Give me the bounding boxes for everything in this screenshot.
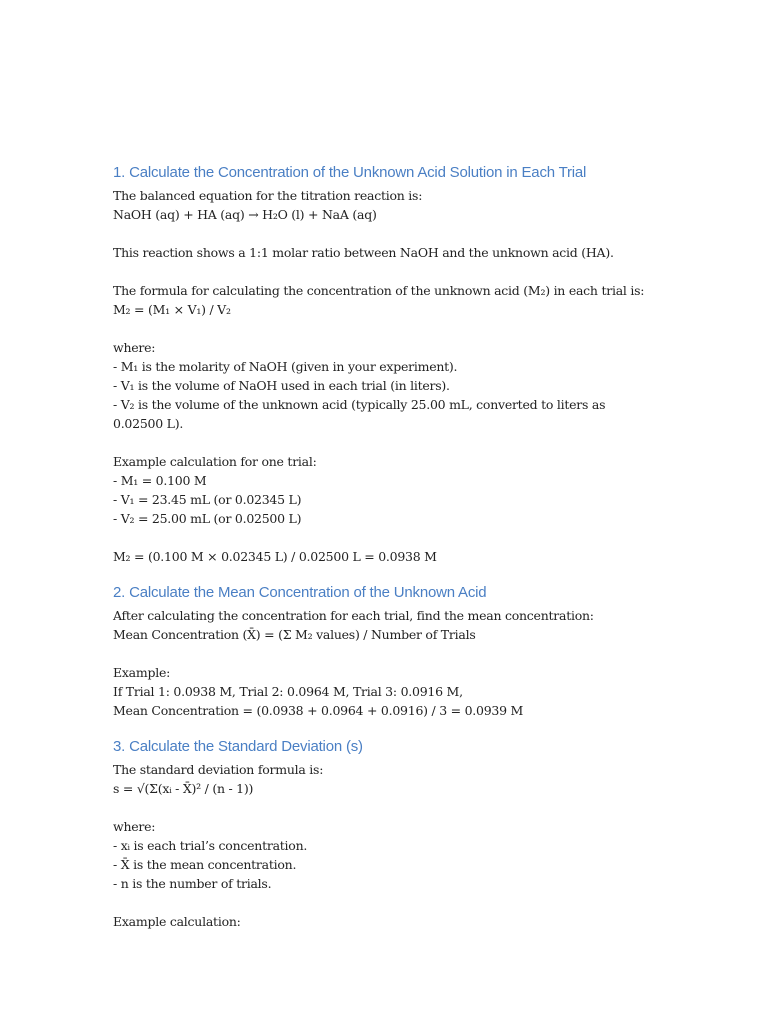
text-line: Example calculation: [113, 914, 241, 929]
text-line: where: [113, 819, 156, 834]
blank-line [113, 528, 653, 547]
blank-line [113, 798, 653, 817]
result-line: Mean Concentration = (0.0938 + 0.0964 + 0.0916) / 3 = 0.0939 M [113, 703, 524, 718]
blank-line [113, 224, 653, 243]
list-item: - n is the number of trials. [113, 876, 272, 891]
section-heading: 2. Calculate the Mean Concentration of the Unknown Acid [113, 584, 487, 601]
equation-line: NaOH (aq) + HA (aq) → H₂O (l) + NaA (aq) [113, 207, 377, 222]
text-line: Example calculation for one trial: [113, 454, 317, 469]
formula-line: Mean Concentration (X̄) = (Σ M₂ values) / Number of Trials [113, 627, 476, 642]
blank-line [113, 433, 653, 452]
section-concentration-per-trial [113, 160, 653, 566]
list-item: - X̄ is the mean concentration. [113, 857, 297, 872]
text-line: If Trial 1: 0.0938 M, Trial 2: 0.0964 M, Trial 3: 0.0916 M, [113, 684, 463, 699]
formula-line: s = √(Σ(xᵢ - X̄)² / (n - 1)) [113, 781, 254, 796]
text-line: where: [113, 340, 156, 355]
list-item: - V₂ is the volume of the unknown acid (typically 25.00 mL, converted to liters as 0.02500 L). [113, 397, 606, 431]
list-item: - M₁ is the molarity of NaOH (given in your experiment). [113, 359, 458, 374]
text-line: This reaction shows a 1:1 molar ratio between NaOH and the unknown acid (HA). [113, 245, 614, 260]
section-standard-deviation [113, 734, 653, 931]
document-body [113, 160, 653, 931]
text-line: The formula for calculating the concentration of the unknown acid (M₂) in each trial is: [113, 283, 645, 298]
blank-line [113, 893, 653, 912]
formula-line: M₂ = (M₁ × V₁) / V₂ [113, 302, 231, 317]
blank-line [113, 262, 653, 281]
list-item: - V₁ = 23.45 mL (or 0.02345 L) [113, 492, 302, 507]
blank-line [113, 319, 653, 338]
blank-line [113, 644, 653, 663]
text-line: Example: [113, 665, 171, 680]
list-item: - V₂ = 25.00 mL (or 0.02500 L) [113, 511, 302, 526]
result-line: M₂ = (0.100 M × 0.02345 L) / 0.02500 L = 0.0938 M [113, 549, 437, 564]
section-heading: 1. Calculate the Concentration of the Unknown Acid Solution in Each Trial [113, 164, 587, 181]
list-item: - M₁ = 0.100 M [113, 473, 207, 488]
section-mean-concentration [113, 580, 653, 720]
text-line: The standard deviation formula is: [113, 762, 324, 777]
list-item: - xᵢ is each trial’s concentration. [113, 838, 308, 853]
section-heading: 3. Calculate the Standard Deviation (s) [113, 738, 363, 755]
text-line: The balanced equation for the titration reaction is: [113, 188, 423, 203]
list-item: - V₁ is the volume of NaOH used in each trial (in liters). [113, 378, 450, 393]
text-line: After calculating the concentration for each trial, find the mean concentration: [113, 608, 594, 623]
